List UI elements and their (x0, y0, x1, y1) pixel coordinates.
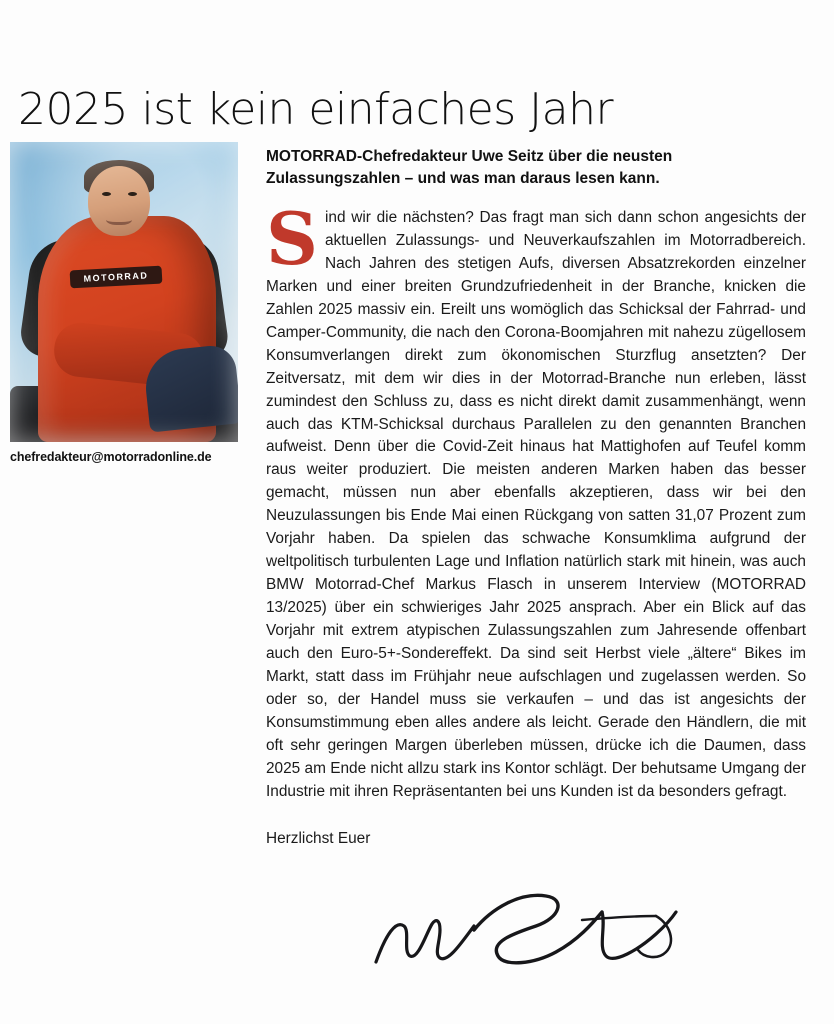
portrait-eye-left (102, 192, 111, 196)
article-body-text: ind wir die nächsten? Das fragt man sich dann schon angesichts der aktuellen Zulassungs- und Neuverkaufszahlen im Motorradbereich. Nach Jahren des stetigen Aufs, diversen Absatzrekorden einzelner Marken und einer breiten Grundzufriedenheit in der Branche, knicken die Zahlen 2025 massiv ein. Ereilt uns womöglich das Schicksal der Fahrrad- und Camper-Community, die nach den Corona-Boomjahren mit nahezu zügellosem Konsumverlangen direkt zum ökonomischen Sturzflug ansetzten? Der Zeitversatz, mit dem wir dies in der Motorrad-Branche nun erleben, lässt zumindest den Schluss zu, dass es nicht direkt damit zusammenhängt, wenn auch das KTM-Schicksal durchaus Parallelen zu den genannten Branchen aufweist. Denn über die Covid-Zeit hinaus hat Mattighofen auf Teufel komm raus weiter produziert. Die meisten anderen Marken haben das besser gemacht, müssen nun aber ebenfalls akzeptieren, dass wir bei den Neuzulassungen bis Ende Mai einen Rückgang von satten 31,07 Prozent zum Vorjahr haben. Da spielen das schwache Konsumklima aufgrund der weltpolitisch turbulenten Lage und Inflation natürlich stark mit hinein, was auch BMW Motorrad-Chef Markus Flasch in unserem Interview (MOTORRAD 13/2025) über ein schwieriges Jahr 2025 ansprach. Aber ein Blick auf das Vorjahr mit extrem atypischen Zulassungszahlen zum Jahresende offenbart auch den Euro-5+-Sondereffekt. Da sind seit Herbst viele „ältere“ Bikes im Markt, statt dass im Frühjahr neue aufschlagen und zugelassen werden. So oder so, der Handel muss sie verkaufen – und das ist angesichts der Konsumstimmung eben alles andere als leicht. Gerade den Händlern, die mit oft sehr geringen Margen überleben müssen, drücke ich die Daumen, dass 2025 am Ende nicht allzu stark ins Kontor schlägt. Der behutsame Umgang der Industrie mit ihren Repräsentanten bei uns Kunden ist da besonders gefragt. (266, 208, 806, 800)
photo-caption-email[interactable]: chefredakteur@motorradonline.de (10, 450, 212, 464)
portrait-eye-right (128, 192, 137, 196)
suit-logo-text: MOTORRAD (83, 270, 149, 284)
standfirst: MOTORRAD-Chefredakteur Uwe Seitz über die neusten Zulassungszahlen – und was man daraus lesen kann. (266, 148, 673, 188)
article-body (266, 195, 806, 804)
article-column (266, 146, 806, 863)
portrait-smile (106, 212, 132, 225)
handwritten-signature (370, 890, 700, 980)
author-photo (10, 142, 238, 442)
sign-off: Herzlichst Euer (266, 829, 371, 847)
portrait-face (88, 166, 150, 236)
photo-background (10, 142, 238, 442)
page-title: 2025 ist kein einfaches Jahr (18, 84, 614, 136)
drop-cap: S (266, 195, 318, 281)
